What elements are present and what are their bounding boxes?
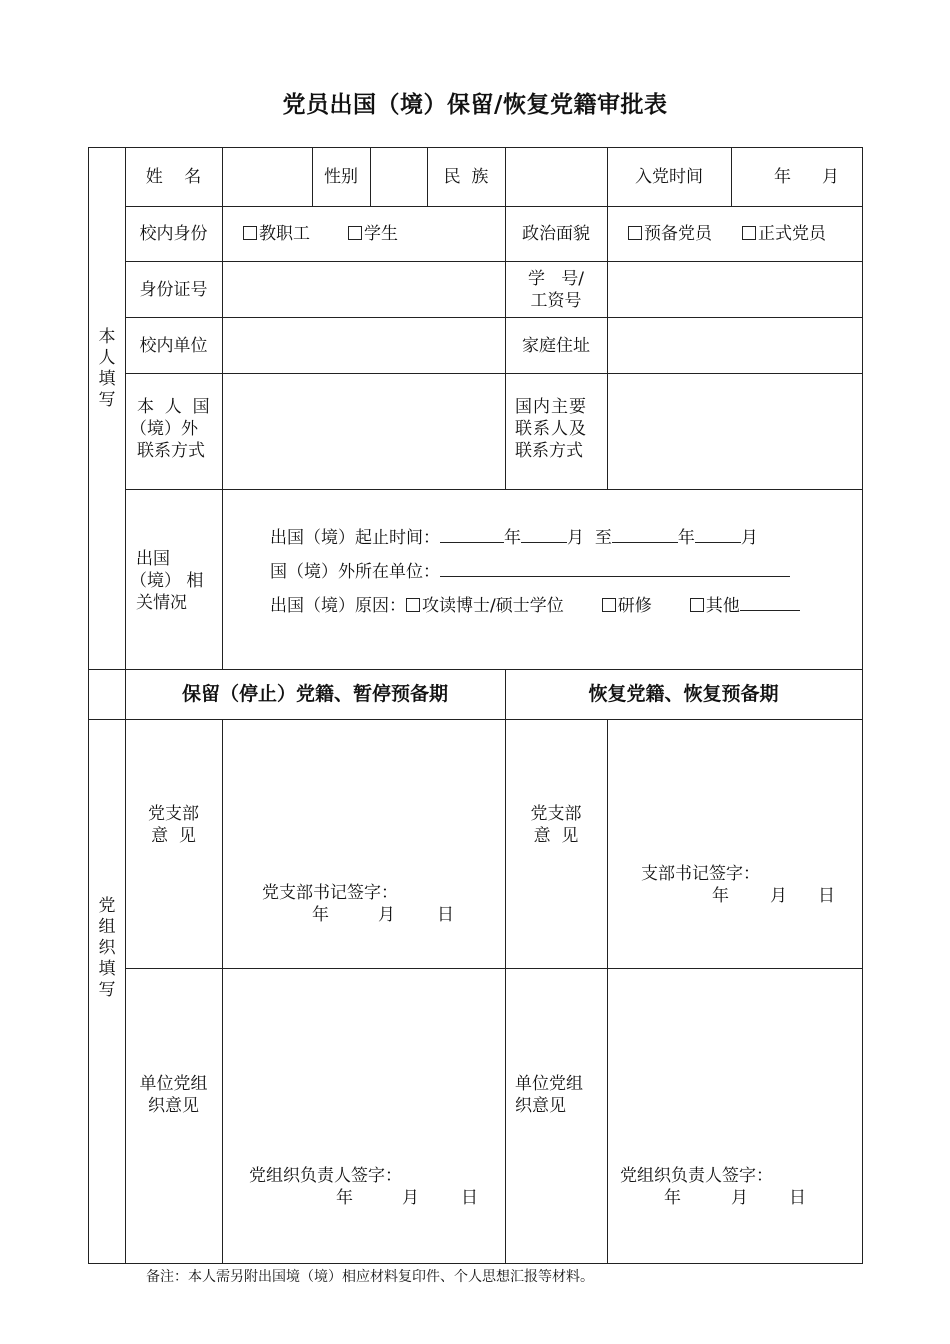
grid-line — [862, 147, 863, 1264]
unit-org-opinion-cell-left[interactable] — [223, 969, 505, 1149]
campus-unit-cell[interactable] — [223, 318, 505, 373]
date-year-unit: 年 — [312, 905, 329, 925]
domestic-contact-cell[interactable] — [608, 374, 862, 489]
overseas-info-label-line1: 出国 — [136, 549, 170, 569]
student-no-cell[interactable] — [608, 262, 862, 317]
section-org-label: 党组织填写 — [98, 896, 116, 1000]
domestic-contact-label-line2: 联系人及 — [515, 419, 587, 439]
date-day-unit: 日 — [789, 1188, 806, 1208]
student-no-label-line1: 学 号/ — [528, 269, 584, 289]
grid-line — [88, 147, 863, 148]
name-label: 姓 名 — [145, 167, 202, 187]
unit-org-opinion-cell-right[interactable] — [608, 969, 862, 1149]
page-title: 党员出国（境）保留/恢复党籍审批表 — [282, 92, 668, 118]
branch-opinion-label-right-line2: 意 见 — [533, 826, 579, 846]
to-word: 至 — [594, 528, 612, 548]
other-reason-blank[interactable] — [740, 593, 800, 611]
option-staff-label: 教职工 — [259, 224, 310, 244]
overseas-reason-line — [270, 593, 800, 617]
option-full-label: 正式党员 — [758, 224, 826, 244]
unit-org-label-line2: 织意见 — [148, 1096, 199, 1116]
date-day-unit: 日 — [818, 886, 835, 906]
option-probationary[interactable] — [628, 223, 712, 245]
grid-line — [505, 669, 506, 1264]
option-other-label: 其他 — [705, 596, 740, 616]
branch-opinion-cell-left[interactable] — [223, 720, 505, 860]
join-month-unit: 月 — [822, 167, 839, 187]
start-year-blank[interactable] — [440, 525, 504, 543]
checkbox-icon[interactable] — [628, 226, 642, 240]
checkbox-icon[interactable] — [602, 598, 616, 612]
branch-opinion-label-line2: 意 见 — [151, 826, 196, 846]
start-year-unit: 年 — [504, 528, 521, 548]
overseas-info-label-line3: 关情况 — [136, 593, 187, 613]
date-year-unit: 年 — [712, 886, 729, 906]
overseas-unit-blank[interactable] — [440, 559, 790, 577]
overseas-unit-line — [270, 559, 790, 583]
option-staff[interactable] — [243, 223, 310, 245]
unit-org-label-right-line1: 单位党组 — [515, 1074, 583, 1094]
end-month-unit: 月 — [740, 528, 758, 548]
join-year-unit: 年 — [774, 167, 791, 187]
overseas-period-line — [270, 525, 758, 549]
overseas-period-label: 出国（境）起止时间： — [270, 528, 440, 548]
overseas-unit-label: 国（境）外所在单位： — [270, 562, 440, 582]
date-month-unit: 月 — [402, 1188, 419, 1208]
section-self-label: 本人填写 — [98, 327, 116, 410]
option-probationary-label: 预备党员 — [644, 224, 712, 244]
date-day-unit: 日 — [461, 1188, 478, 1208]
overseas-contact-label-line2: （境）外 — [130, 419, 198, 439]
date-year-unit: 年 — [336, 1188, 353, 1208]
option-full[interactable] — [742, 223, 826, 245]
branch-secretary-sign-right: 支部书记签字： — [641, 864, 760, 884]
footnote: 备注：本人需另附出国境（境）相应材料复印件、个人思想汇报等材料。 — [146, 1269, 594, 1285]
overseas-contact-label-line1: 本 人 国 — [137, 397, 210, 417]
overseas-contact-label-line3: 联系方式 — [137, 441, 205, 461]
option-student[interactable] — [348, 223, 398, 245]
join-date-label: 入党时间 — [635, 167, 703, 187]
branch-opinion-cell-right[interactable] — [608, 720, 862, 850]
ethnicity-value-cell[interactable] — [506, 148, 607, 206]
gender-value-cell[interactable] — [371, 148, 427, 206]
end-month-blank[interactable] — [695, 525, 741, 543]
restore-section-header: 恢复党籍、恢复预备期 — [588, 683, 779, 705]
home-address-label: 家庭住址 — [522, 336, 590, 356]
unit-org-label-right-line2: 织意见 — [515, 1096, 566, 1116]
branch-opinion-label-line1: 党支部 — [148, 804, 199, 824]
end-year-blank[interactable] — [612, 525, 678, 543]
retain-section-header: 保留（停止）党籍、暂停预备期 — [181, 683, 448, 705]
option-student-label: 学生 — [364, 224, 398, 244]
end-year-unit: 年 — [677, 528, 695, 548]
unit-org-leader-sign-left: 党组织负责人签字： — [249, 1166, 402, 1186]
date-month-unit: 月 — [378, 905, 395, 925]
option-training-label: 研修 — [617, 596, 652, 616]
grid-line — [125, 489, 863, 490]
checkbox-icon[interactable] — [406, 598, 420, 612]
branch-opinion-label-right-line1: 党支部 — [530, 804, 582, 824]
id-number-label: 身份证号 — [139, 280, 208, 300]
id-number-cell[interactable] — [223, 262, 505, 317]
identity-label: 校内身份 — [139, 224, 208, 244]
overseas-reason-label: 出国（境）原因： — [270, 596, 406, 616]
grid-line — [88, 669, 863, 670]
date-day-unit: 日 — [437, 905, 454, 925]
date-month-unit: 月 — [731, 1188, 748, 1208]
checkbox-icon[interactable] — [348, 226, 362, 240]
grid-line — [88, 147, 89, 1264]
unit-org-leader-sign-right: 党组织负责人签字： — [620, 1166, 773, 1186]
checkbox-icon[interactable] — [243, 226, 257, 240]
campus-unit-label: 校内单位 — [139, 336, 208, 356]
domestic-contact-label-line3: 联系方式 — [515, 441, 583, 461]
political-status-label: 政治面貌 — [522, 224, 590, 244]
overseas-info-label-line2: （境） 相 — [130, 571, 204, 591]
date-year-unit: 年 — [664, 1188, 681, 1208]
home-address-cell[interactable] — [608, 318, 862, 373]
checkbox-icon[interactable] — [690, 598, 704, 612]
student-no-label-line2: 工资号 — [530, 291, 582, 311]
ethnicity-label: 民 族 — [443, 167, 489, 187]
branch-secretary-sign-left: 党支部书记签字： — [262, 883, 398, 903]
grid-line — [125, 206, 863, 207]
grid-line — [88, 1263, 863, 1264]
start-month-blank[interactable] — [521, 525, 567, 543]
start-month-unit: 月 — [567, 528, 584, 548]
checkbox-icon[interactable] — [742, 226, 756, 240]
grid-line — [731, 147, 732, 206]
unit-org-label-line1: 单位党组 — [139, 1074, 208, 1094]
name-value-cell[interactable] — [223, 148, 312, 206]
option-degree-label: 攻读博士/硕士学位 — [422, 596, 564, 616]
domestic-contact-label-line1: 国内主要 — [515, 397, 587, 417]
gender-label: 性别 — [324, 167, 358, 187]
overseas-contact-cell[interactable] — [223, 374, 505, 489]
date-month-unit: 月 — [770, 886, 787, 906]
